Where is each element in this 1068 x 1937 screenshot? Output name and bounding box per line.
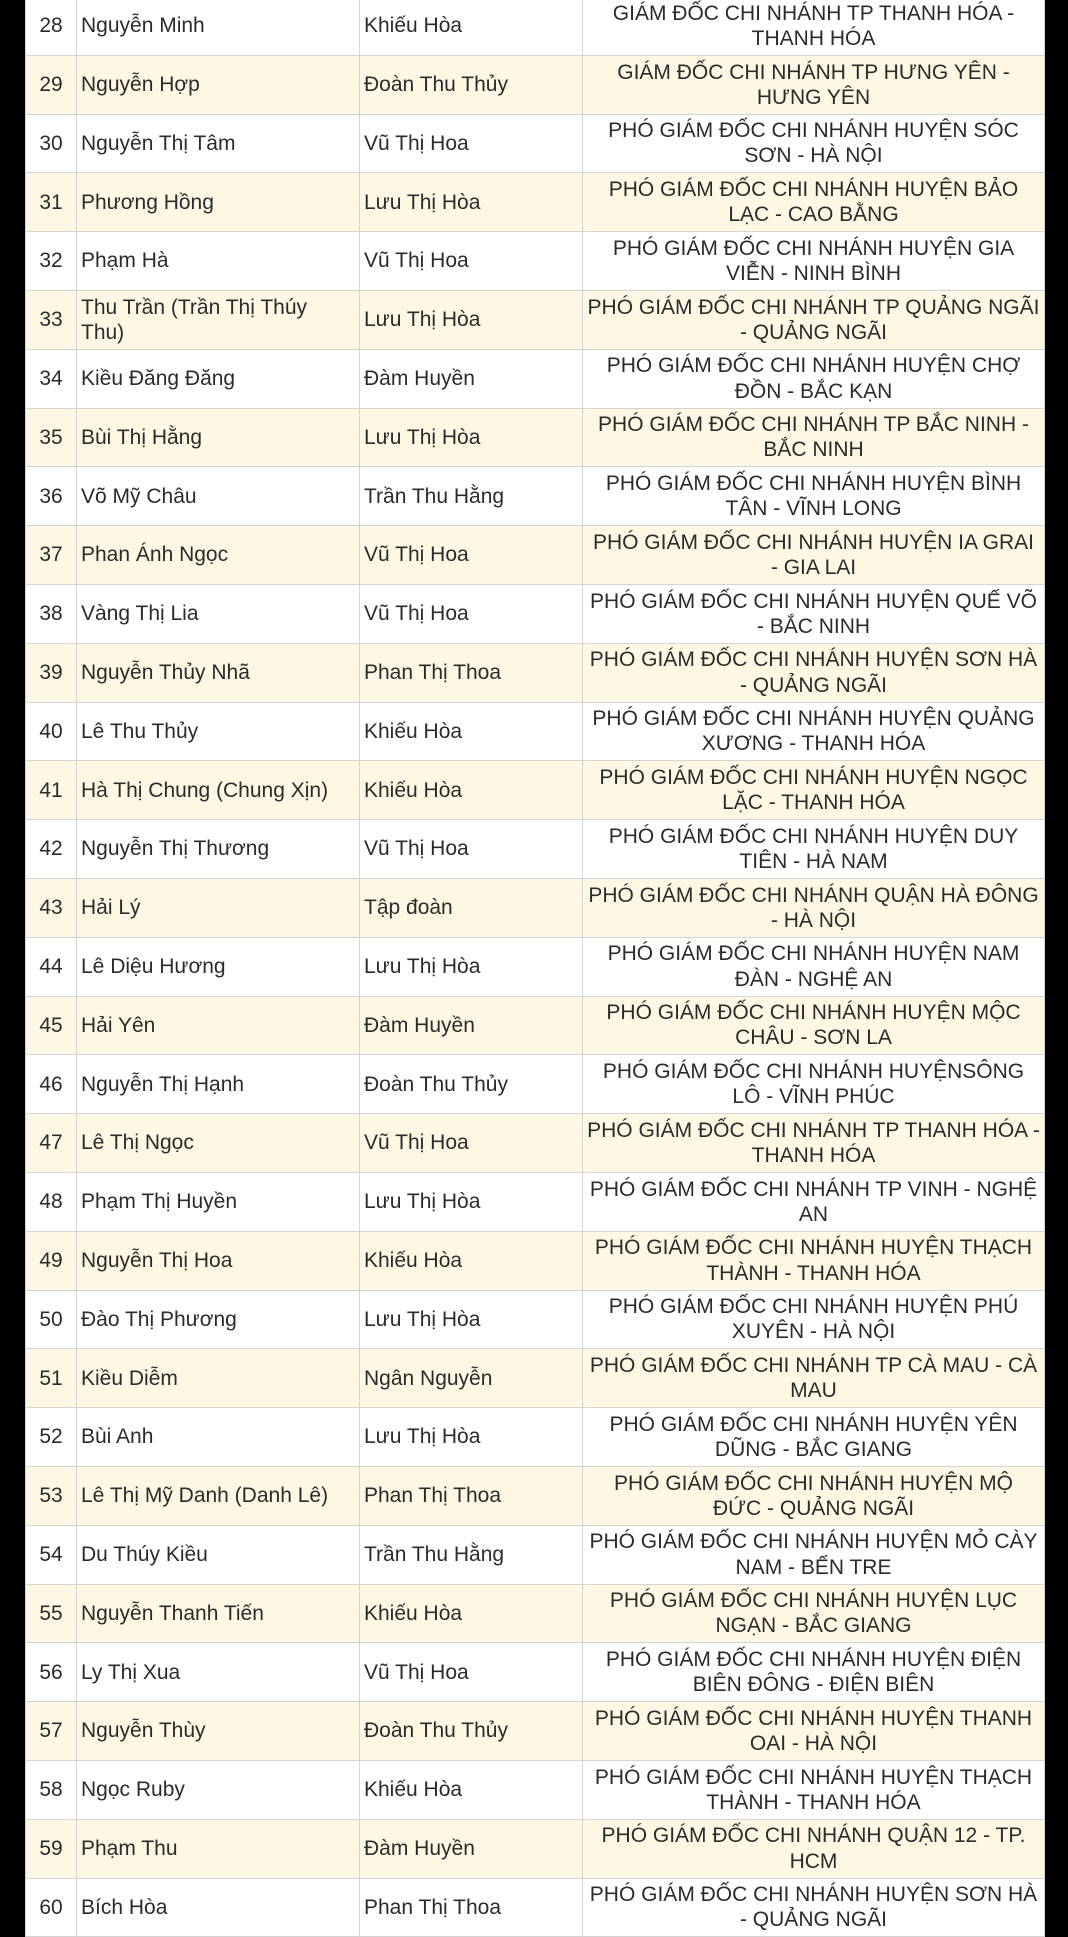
appointment-table-container xyxy=(25,0,1045,1937)
position-title: GIÁM ĐỐC CHI NHÁNH TP THANH HÓA - THANH HÓA xyxy=(583,0,1045,55)
member-name: Phạm Thu xyxy=(77,1819,360,1878)
position-title: PHÓ GIÁM ĐỐC CHI NHÁNH HUYỆN MỘ ĐỨC - QUẢNG NGÃI xyxy=(583,1466,1045,1525)
row-number: 39 xyxy=(26,643,77,702)
member-name: Nguyễn Thị Hạnh xyxy=(77,1055,360,1114)
sponsor-name: Vũ Thị Hoa xyxy=(360,820,583,879)
position-title: PHÓ GIÁM ĐỐC CHI NHÁNH HUYỆN QUẾ VÕ - BẮC NINH xyxy=(583,584,1045,643)
row-number: 43 xyxy=(26,878,77,937)
table-row xyxy=(26,1172,1045,1231)
position-title: GIÁM ĐỐC CHI NHÁNH TP HƯNG YÊN - HƯNG YÊN xyxy=(583,55,1045,114)
sponsor-name: Ngân Nguyễn xyxy=(360,1349,583,1408)
position-title: PHÓ GIÁM ĐỐC CHI NHÁNH HUYỆN QUẢNG XƯƠNG - THANH HÓA xyxy=(583,702,1045,761)
sponsor-name: Vũ Thị Hoa xyxy=(360,1114,583,1173)
position-title: PHÓ GIÁM ĐỐC CHI NHÁNH TP CÀ MAU - CÀ MAU xyxy=(583,1349,1045,1408)
row-number: 51 xyxy=(26,1349,77,1408)
table-row xyxy=(26,761,1045,820)
position-title: PHÓ GIÁM ĐỐC CHI NHÁNH HUYỆN MỘC CHÂU - SƠN LA xyxy=(583,996,1045,1055)
row-number: 54 xyxy=(26,1525,77,1584)
row-number: 56 xyxy=(26,1643,77,1702)
member-name: Phan Ánh Ngọc xyxy=(77,526,360,585)
sponsor-name: Phan Thị Thoa xyxy=(360,1466,583,1525)
member-name: Phạm Hà xyxy=(77,232,360,291)
table-row xyxy=(26,114,1045,173)
position-title: PHÓ GIÁM ĐỐC CHI NHÁNH HUYỆN GIA VIỄN - NINH BÌNH xyxy=(583,232,1045,291)
table-row xyxy=(26,1878,1045,1937)
sponsor-name: Đoàn Thu Thủy xyxy=(360,1055,583,1114)
row-number: 34 xyxy=(26,349,77,408)
position-title: PHÓ GIÁM ĐỐC CHI NHÁNH HUYỆN NGỌC LẶC - THANH HÓA xyxy=(583,761,1045,820)
table-row xyxy=(26,467,1045,526)
table-row xyxy=(26,290,1045,349)
position-title: PHÓ GIÁM ĐỐC CHI NHÁNH HUYỆN YÊN DŨNG - BẮC GIANG xyxy=(583,1408,1045,1467)
table-row xyxy=(26,408,1045,467)
member-name: Nguyễn Thùy xyxy=(77,1702,360,1761)
member-name: Hải Yên xyxy=(77,996,360,1055)
position-title: PHÓ GIÁM ĐỐC CHI NHÁNH HUYỆN SƠN HÀ - QUẢNG NGÃI xyxy=(583,1878,1045,1937)
member-name: Kiều Diễm xyxy=(77,1349,360,1408)
position-title: PHÓ GIÁM ĐỐC CHI NHÁNH HUYỆN DUY TIÊN - HÀ NAM xyxy=(583,820,1045,879)
table-row xyxy=(26,1584,1045,1643)
table-row xyxy=(26,1819,1045,1878)
row-number: 40 xyxy=(26,702,77,761)
sponsor-name: Phan Thị Thoa xyxy=(360,643,583,702)
member-name: Nguyễn Thị Tâm xyxy=(77,114,360,173)
sponsor-name: Khiếu Hòa xyxy=(360,1584,583,1643)
member-name: Đào Thị Phương xyxy=(77,1290,360,1349)
position-title: PHÓ GIÁM ĐỐC CHI NHÁNH HUYỆN PHÚ XUYÊN - HÀ NỘI xyxy=(583,1290,1045,1349)
row-number: 60 xyxy=(26,1878,77,1937)
row-number: 42 xyxy=(26,820,77,879)
sponsor-name: Đoàn Thu Thủy xyxy=(360,55,583,114)
sponsor-name: Khiếu Hòa xyxy=(360,0,583,55)
position-title: PHÓ GIÁM ĐỐC CHI NHÁNH HUYỆN NAM ĐÀN - NGHỆ AN xyxy=(583,937,1045,996)
position-title: PHÓ GIÁM ĐỐC CHI NHÁNH QUẬN 12 - TP. HCM xyxy=(583,1819,1045,1878)
member-name: Lê Thị Ngọc xyxy=(77,1114,360,1173)
member-name: Lê Diệu Hương xyxy=(77,937,360,996)
table-row xyxy=(26,1349,1045,1408)
row-number: 33 xyxy=(26,290,77,349)
member-name: Du Thúy Kiều xyxy=(77,1525,360,1584)
member-name: Lê Thu Thủy xyxy=(77,702,360,761)
table-row xyxy=(26,173,1045,232)
row-number: 50 xyxy=(26,1290,77,1349)
row-number: 37 xyxy=(26,526,77,585)
position-title: PHÓ GIÁM ĐỐC CHI NHÁNH TP THANH HÓA - THANH HÓA xyxy=(583,1114,1045,1173)
row-number: 36 xyxy=(26,467,77,526)
sponsor-name: Lưu Thị Hòa xyxy=(360,1172,583,1231)
member-name: Nguyễn Thị Hoa xyxy=(77,1231,360,1290)
sponsor-name: Lưu Thị Hòa xyxy=(360,937,583,996)
table-row xyxy=(26,996,1045,1055)
row-number: 29 xyxy=(26,55,77,114)
table-row xyxy=(26,1702,1045,1761)
sponsor-name: Vũ Thị Hoa xyxy=(360,526,583,585)
row-number: 59 xyxy=(26,1819,77,1878)
row-number: 38 xyxy=(26,584,77,643)
sponsor-name: Vũ Thị Hoa xyxy=(360,584,583,643)
row-number: 32 xyxy=(26,232,77,291)
row-number: 41 xyxy=(26,761,77,820)
table-row xyxy=(26,55,1045,114)
sponsor-name: Tập đoàn xyxy=(360,878,583,937)
sponsor-name: Đoàn Thu Thủy xyxy=(360,1702,583,1761)
table-row xyxy=(26,1114,1045,1173)
position-title: PHÓ GIÁM ĐỐC CHI NHÁNH HUYỆN CHỢ ĐỒN - BẮC KẠN xyxy=(583,349,1045,408)
member-name: Nguyễn Thanh Tiến xyxy=(77,1584,360,1643)
position-title: PHÓ GIÁM ĐỐC CHI NHÁNH HUYỆN IA GRAI - GIA LAI xyxy=(583,526,1045,585)
position-title: PHÓ GIÁM ĐỐC CHI NHÁNH HUYỆN SÓC SƠN - HÀ NỘI xyxy=(583,114,1045,173)
member-name: Thu Trần (Trần Thị Thúy Thu) xyxy=(77,290,360,349)
member-name: Nguyễn Hợp xyxy=(77,55,360,114)
sponsor-name: Khiếu Hòa xyxy=(360,1231,583,1290)
position-title: PHÓ GIÁM ĐỐC CHI NHÁNH HUYỆNSÔNG LÔ - VĨNH PHÚC xyxy=(583,1055,1045,1114)
table-row xyxy=(26,1290,1045,1349)
sponsor-name: Vũ Thị Hoa xyxy=(360,232,583,291)
member-name: Ly Thị Xua xyxy=(77,1643,360,1702)
table-row xyxy=(26,1408,1045,1467)
row-number: 48 xyxy=(26,1172,77,1231)
sponsor-name: Khiếu Hòa xyxy=(360,702,583,761)
position-title: PHÓ GIÁM ĐỐC CHI NHÁNH HUYỆN THANH OAI - HÀ NỘI xyxy=(583,1702,1045,1761)
sponsor-name: Trần Thu Hằng xyxy=(360,1525,583,1584)
table-row xyxy=(26,1231,1045,1290)
member-name: Kiều Đăng Đăng xyxy=(77,349,360,408)
table-row xyxy=(26,1466,1045,1525)
member-name: Phạm Thị Huyền xyxy=(77,1172,360,1231)
member-name: Phương Hồng xyxy=(77,173,360,232)
sponsor-name: Trần Thu Hằng xyxy=(360,467,583,526)
table-row xyxy=(26,1643,1045,1702)
position-title: PHÓ GIÁM ĐỐC CHI NHÁNH HUYỆN BẢO LẠC - CAO BẰNG xyxy=(583,173,1045,232)
sponsor-name: Lưu Thị Hòa xyxy=(360,173,583,232)
table-row xyxy=(26,937,1045,996)
position-title: PHÓ GIÁM ĐỐC CHI NHÁNH TP BẮC NINH - BẮC NINH xyxy=(583,408,1045,467)
table-row xyxy=(26,1055,1045,1114)
row-number: 44 xyxy=(26,937,77,996)
table-body xyxy=(26,0,1045,1937)
member-name: Lê Thị Mỹ Danh (Danh Lê) xyxy=(77,1466,360,1525)
member-name: Nguyễn Minh xyxy=(77,0,360,55)
position-title: PHÓ GIÁM ĐỐC CHI NHÁNH HUYỆN BÌNH TÂN - VĨNH LONG xyxy=(583,467,1045,526)
member-name: Hải Lý xyxy=(77,878,360,937)
sponsor-name: Vũ Thị Hoa xyxy=(360,1643,583,1702)
table-row xyxy=(26,878,1045,937)
row-number: 30 xyxy=(26,114,77,173)
row-number: 58 xyxy=(26,1760,77,1819)
position-title: PHÓ GIÁM ĐỐC CHI NHÁNH HUYỆN ĐIỆN BIÊN ĐÔNG - ĐIỆN BIÊN xyxy=(583,1643,1045,1702)
sponsor-name: Lưu Thị Hòa xyxy=(360,408,583,467)
member-name: Bùi Thị Hằng xyxy=(77,408,360,467)
row-number: 57 xyxy=(26,1702,77,1761)
row-number: 35 xyxy=(26,408,77,467)
member-name: Nguyễn Thị Thương xyxy=(77,820,360,879)
table-row xyxy=(26,820,1045,879)
member-name: Bích Hòa xyxy=(77,1878,360,1937)
member-name: Nguyễn Thủy Nhã xyxy=(77,643,360,702)
position-title: PHÓ GIÁM ĐỐC CHI NHÁNH TP QUẢNG NGÃI - QUẢNG NGÃI xyxy=(583,290,1045,349)
member-name: Võ Mỹ Châu xyxy=(77,467,360,526)
position-title: PHÓ GIÁM ĐỐC CHI NHÁNH HUYỆN MỎ CÀY NAM - BẾN TRE xyxy=(583,1525,1045,1584)
sponsor-name: Khiếu Hòa xyxy=(360,1760,583,1819)
sponsor-name: Đàm Huyền xyxy=(360,996,583,1055)
member-name: Bùi Anh xyxy=(77,1408,360,1467)
sponsor-name: Khiếu Hòa xyxy=(360,761,583,820)
sponsor-name: Đàm Huyền xyxy=(360,349,583,408)
row-number: 46 xyxy=(26,1055,77,1114)
table-row xyxy=(26,232,1045,291)
position-title: PHÓ GIÁM ĐỐC CHI NHÁNH HUYỆN THẠCH THÀNH - THANH HÓA xyxy=(583,1760,1045,1819)
appointment-table xyxy=(25,0,1045,1937)
table-row xyxy=(26,1525,1045,1584)
row-number: 52 xyxy=(26,1408,77,1467)
sponsor-name: Lưu Thị Hòa xyxy=(360,290,583,349)
row-number: 28 xyxy=(26,0,77,55)
table-row xyxy=(26,526,1045,585)
member-name: Hà Thị Chung (Chung Xịn) xyxy=(77,761,360,820)
position-title: PHÓ GIÁM ĐỐC CHI NHÁNH TP VINH - NGHỆ AN xyxy=(583,1172,1045,1231)
member-name: Ngọc Ruby xyxy=(77,1760,360,1819)
position-title: PHÓ GIÁM ĐỐC CHI NHÁNH HUYỆN LỤC NGẠN - BẮC GIANG xyxy=(583,1584,1045,1643)
sponsor-name: Lưu Thị Hòa xyxy=(360,1290,583,1349)
row-number: 55 xyxy=(26,1584,77,1643)
position-title: PHÓ GIÁM ĐỐC CHI NHÁNH HUYỆN THẠCH THÀNH - THANH HÓA xyxy=(583,1231,1045,1290)
table-row xyxy=(26,643,1045,702)
row-number: 53 xyxy=(26,1466,77,1525)
row-number: 31 xyxy=(26,173,77,232)
position-title: PHÓ GIÁM ĐỐC CHI NHÁNH QUẬN HÀ ĐÔNG - HÀ NỘI xyxy=(583,878,1045,937)
table-row xyxy=(26,584,1045,643)
table-row xyxy=(26,1760,1045,1819)
row-number: 49 xyxy=(26,1231,77,1290)
row-number: 47 xyxy=(26,1114,77,1173)
table-row xyxy=(26,0,1045,55)
sponsor-name: Đàm Huyền xyxy=(360,1819,583,1878)
sponsor-name: Phan Thị Thoa xyxy=(360,1878,583,1937)
position-title: PHÓ GIÁM ĐỐC CHI NHÁNH HUYỆN SƠN HÀ - QUẢNG NGÃI xyxy=(583,643,1045,702)
member-name: Vàng Thị Lia xyxy=(77,584,360,643)
row-number: 45 xyxy=(26,996,77,1055)
sponsor-name: Lưu Thị Hòa xyxy=(360,1408,583,1467)
sponsor-name: Vũ Thị Hoa xyxy=(360,114,583,173)
table-row xyxy=(26,702,1045,761)
table-row xyxy=(26,349,1045,408)
